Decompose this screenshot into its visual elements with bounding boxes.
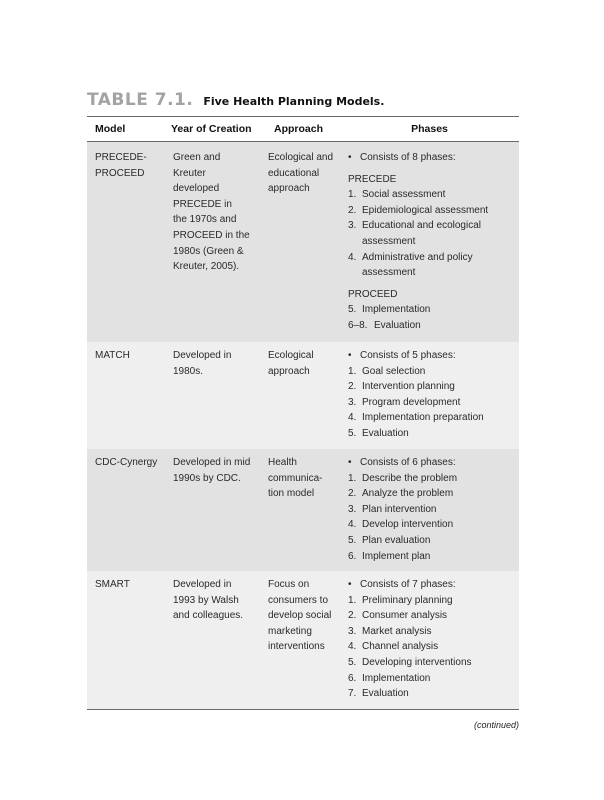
table-row <box>87 342 519 449</box>
phases-cell <box>340 150 519 342</box>
phases-intro: • Consists of 7 phases: <box>348 577 519 593</box>
table-header <box>87 117 519 141</box>
list-item: 2. Analyze the problem <box>348 488 454 500</box>
list-item: 4. Channel analysis <box>348 641 439 653</box>
list-item: 6. Implement plan <box>348 550 431 562</box>
year-cell: Green and Kreuter developed PRECEDE in the 1970s and PROCEED in the 1980s (Green & Kreuter, 2005). <box>173 152 250 273</box>
list-item: 1. Social assessment <box>348 189 446 201</box>
bullet-icon: • <box>348 457 352 468</box>
list-item: 3. Educational and ecological assessment <box>348 220 481 247</box>
list-item: 2. Epidemiological assessment <box>348 204 489 216</box>
header-model: Model <box>95 123 126 135</box>
list-item: 6–8. Evaluation <box>348 319 421 331</box>
list-item: 1. Goal selection <box>348 365 426 377</box>
list-item: 5. Evaluation <box>348 427 409 439</box>
year-cell: Developed in 1993 by Walsh and colleagues. <box>173 579 244 622</box>
header-year: Year of Creation <box>171 123 252 135</box>
phases-cell <box>340 577 519 709</box>
list-item: 4. Implementation preparation <box>348 412 484 424</box>
list-item: 6. Implementation <box>348 672 431 684</box>
table-title <box>87 90 519 116</box>
list-item: 4. Administrative and policy assessment <box>348 251 473 279</box>
approach-cell: Health communica- tion model <box>268 457 323 500</box>
bullet-icon: • <box>348 350 352 361</box>
phases-cell <box>340 455 519 571</box>
approach-cell: Ecological approach <box>268 350 314 377</box>
phases-cell <box>340 348 519 449</box>
table-container <box>87 90 519 710</box>
list-item: 2. Intervention planning <box>348 381 455 393</box>
phases-intro: • Consists of 5 phases: <box>348 348 519 364</box>
year-cell: Developed in mid 1990s by CDC. <box>173 457 251 484</box>
header-phases: Phases <box>411 123 448 135</box>
header-approach: Approach <box>274 123 324 135</box>
list-item: 5. Developing interventions <box>348 656 472 668</box>
table-row <box>87 449 519 571</box>
bullet-icon: • <box>348 152 352 163</box>
continued-note: (continued) <box>473 720 519 730</box>
list-item: 3. Market analysis <box>348 625 432 637</box>
list-item: 3. Program development <box>348 396 461 408</box>
list-item: 7. Evaluation <box>348 688 409 700</box>
phases-intro: • Consists of 8 phases: <box>348 150 519 166</box>
bullet-icon: • <box>348 579 352 590</box>
phases-intro: • Consists of 6 phases: <box>348 455 519 471</box>
model-cell: CDC-Cynergy <box>95 457 158 468</box>
group-label: PROCEED <box>348 288 398 300</box>
list-item: 3. Plan intervention <box>348 503 437 515</box>
table-row <box>87 142 519 342</box>
table-row <box>87 571 519 709</box>
approach-cell: Ecological and educational approach <box>268 152 334 195</box>
model-cell: PRECEDE- PROCEED <box>95 152 147 179</box>
model-cell: MATCH <box>95 350 130 361</box>
model-cell: SMART <box>95 579 130 590</box>
list-item: 5. Implementation <box>348 304 431 316</box>
list-item: 2. Consumer analysis <box>348 610 448 622</box>
list-item: 1. Preliminary planning <box>348 594 453 606</box>
year-cell: Developed in 1980s. <box>173 350 232 377</box>
group-label: PRECEDE <box>348 173 397 185</box>
list-item: 5. Plan evaluation <box>348 534 431 546</box>
bottom-rule <box>87 709 519 710</box>
list-item: 4. Develop intervention <box>348 519 454 531</box>
table-number: TABLE 7.1. <box>87 90 194 110</box>
table-caption: Five Health Planning Models. <box>203 95 385 108</box>
approach-cell: Focus on consumers to develop social marketing interventions <box>268 579 332 653</box>
list-item: 1. Describe the problem <box>348 472 458 484</box>
